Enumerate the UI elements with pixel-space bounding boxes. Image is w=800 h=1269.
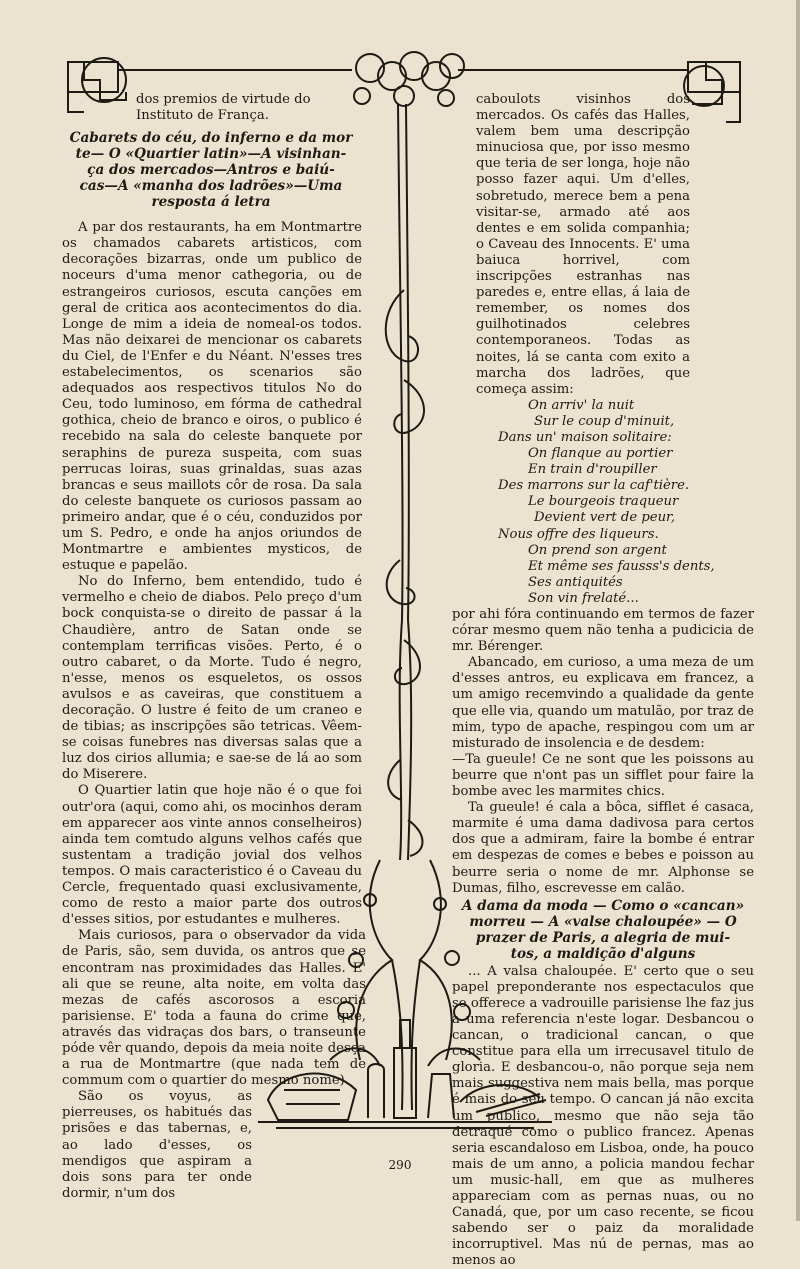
intro-line: Instituto de França. (136, 108, 269, 124)
heading-line: ça dos mercados—Antros e baiú- (87, 162, 335, 179)
page-number: 290 (388, 1158, 412, 1172)
verse-line: Son vin frelaté... (528, 590, 639, 606)
section-heading (452, 898, 754, 962)
verse-line: Devient vert de peur, (534, 510, 676, 526)
body-paragraph: Mais curiosos, para o observador da vida de Paris, são, sem duvida, os antros que se encontram nas proximidades das Halles. E' ali que se reune, alta noite, em volta das mezas de cafés ascorosos a escoria parisiense. E' toda a fauna do crime que, através das vidraças dos bars, o transeunte póde vêr quando, depois da meia noite desça a rua de Montmartre (que nada tem de commum com o quartier do mesmo nome). (62, 928, 366, 1089)
heading-line: resposta á letra (151, 194, 271, 211)
body-paragraph: por ahi fóra continuando em termos de fazer córar mesmo quem não tenha a pudicicia de mr. Bérenger. (452, 607, 754, 655)
verse-line: Des marrons sur la caf'tière. (498, 478, 690, 494)
verse-line: Le bourgeois traqueur (528, 494, 679, 510)
body-paragraph: São os voyus, as pierreuses, os habitués das prisões e das tabernas, e, ao lado d'esses, os mendigos que aspiram a dois sons para ter onde dormir, n'um dos (62, 1089, 252, 1201)
verse-line: On arriv' la nuit (528, 397, 635, 413)
heading-line: A dama da moda — Como o «cancan» (461, 897, 745, 914)
heading-line: morreu — A «valse chaloupée» — O (469, 913, 737, 930)
page-binding-edge (796, 0, 800, 1221)
left-column (62, 90, 366, 1202)
body-paragraph: O Quartier latin que hoje não é o que foi outr'ora (aqui, como ahi, os mocinhos deram em apparecer aos vinte annos conselheiros) ainda tem comtudo alguns velhos cafés que sustentam a tradição jovial dos velhos tempos. O mais caracteristico é o Caveau du Cercle, frequentado quasi exclusivamente, como de resto a maior parte dos outros d'esses sitios, por estudantes e mulheres. (62, 783, 362, 928)
body-paragraph: A par dos restaurants, ha em Montmartre os chamados cabarets artisticos, com decorações bizarras, onde um publico de noceurs d'uma menor cathegoria, ou de estrangeiros curiosos, escuta canções em geral de critica aos acontecimentos do dia. Longe de mim a ideia de nomeal-os todos. Mas não deixarei de mencionar os cabarets du Ciel, de l'Enfer e du Néant. N'esses tres estabelecimentos, os scenarios são adequados aos respectivos titulos No do Ceu, todo luminoso, em fórma de cathedral gothica, cheio de branco e oiros, o publico é recebido na sala do celeste banquete por seraphins de pureza suspeita, com suas perrucas loiras, suas grinaldas, suas azas brancas e seus maillots côr de rosa. Da sala do celeste banquete os curiosos passam ao primeiro andar, que é o céu, conduzidos por um S. Pedro, e onde ha anjos oriundos de Montmartre e ambientes mysticos, de estuque e papelão. (62, 220, 362, 574)
verse-line: Dans un' maison solitaire: (498, 429, 672, 445)
right-column (452, 92, 754, 1269)
heading-line: cas—A «manha dos ladrões»—Uma (79, 178, 343, 195)
heading-line: tos, a maldição d'alguns (510, 945, 696, 962)
body-paragraph: Ta gueule! é cala a bôca, sifflet é casaca, marmite é uma dama dadivosa para certos dos que a admiram, faire la bombe é entrar em despezas de comes e bebes e poisson au beurre seria o nome de mr. Alphonse se Dumas, filho, escrevesse em calão. (452, 800, 754, 896)
verse-line: On flanque au portier (528, 446, 673, 462)
verse-line: Ses antiquités (528, 574, 623, 590)
heading-line: prazer de Paris, a alegria de mui- (475, 929, 731, 946)
body-paragraph: ... A valsa chaloupée. E' certo que o seu papel preponderante nos espectaculos que se offerece a vadrouille parisiense lhe faz jus a uma referencia n'este logar. Desbancou o cancan, o tradicional cancan, o que constitue para ella um irrecusavel titulo de gloria. E desbancou-o, não porque seja nem mais suggestiva nem mais bella, mas porque é mais do seu tempo. O cancan já não excita um publico, mesmo que não seja tão detraqué como o publico francez. Apenas seria escandaloso em Lisboa, onde, ha pouco mais de um anno, a policia mandou fechar um music-hall, em que as mulheres appareciam com as pernas nuas, ou no Canadá, que, por um caso recente, se ficou sabendo ser o paiz da moralidade incorruptivel. Mas nú de pernas, mas ao menos ao (452, 963, 754, 1269)
section-heading (66, 130, 356, 210)
verse-line: On prend son argent (528, 542, 667, 558)
heading-line: te— O «Quartier latin»—A visinhan- (75, 146, 347, 163)
verse-line: Sur le coup d'minuit, (534, 413, 675, 429)
body-paragraph: No do Inferno, bem entendido, tudo é vermelho e cheio de diabos. Pelo preço d'um bock conquista-se o direito de passar á la Chaudière, antro de Satan onde se contemplam terrificas visões. Perto, é o outro cabaret, o da Morte. Tudo é negro, n'esse, menos os esqueletos, os ossos avulsos e as caveiras, que constituem a decoração. O lustre é feito de um craneo e de tibias; as inscripções são tetricas. Vêem-se coisas funebres nas diversas salas que a luz dos cirios allumia; e sae-se de lá ao som do Miserere. (62, 574, 362, 783)
body-paragraph: Abancado, em curioso, a uma meza de um d'esses antros, eu explicava em francez, a um amigo recemvindo a qualidade da gente que elle via, quando um matulão, por traz de mim, typo de apache, respingou com um ar misturado de insolencia e de desdem: (452, 655, 754, 751)
verse-line: En train d'roupiller (528, 462, 657, 478)
body-paragraph: caboulots visinhos dos mercados. Os cafés das Halles, valem bem uma descripção minuciosa que, por isso mesmo que teria de ser longa, hoje não posso fazer aqui. Um d'elles, sobretudo, merece bem a pena visitar-se, armado até aos dentes e em solida companhia; o Caveau des Innocents. E' uma baiuca horrivel, com inscripções estranhas nas paredes e, entre ellas, á laia de remember, os nomes dos guilhotinados celebres contemporaneos. Todas as noites, lá se canta com exito a marcha dos ladrões, que começa assim: (476, 92, 690, 397)
song-verse (452, 398, 754, 607)
verse-line: Et même ses fausss's dents, (528, 558, 715, 574)
quote-paragraph: —Ta gueule! Ce ne sont que les poissons au beurre que n'ont pas un sifflet pour faire la bombe avec les marmites chics. (452, 751, 754, 800)
verse-line: Nous offre des liqueurs. (498, 526, 659, 542)
intro-line: dos premios de virtude do (136, 92, 311, 107)
heading-line: Cabarets do céu, do inferno e da mor (69, 130, 353, 147)
